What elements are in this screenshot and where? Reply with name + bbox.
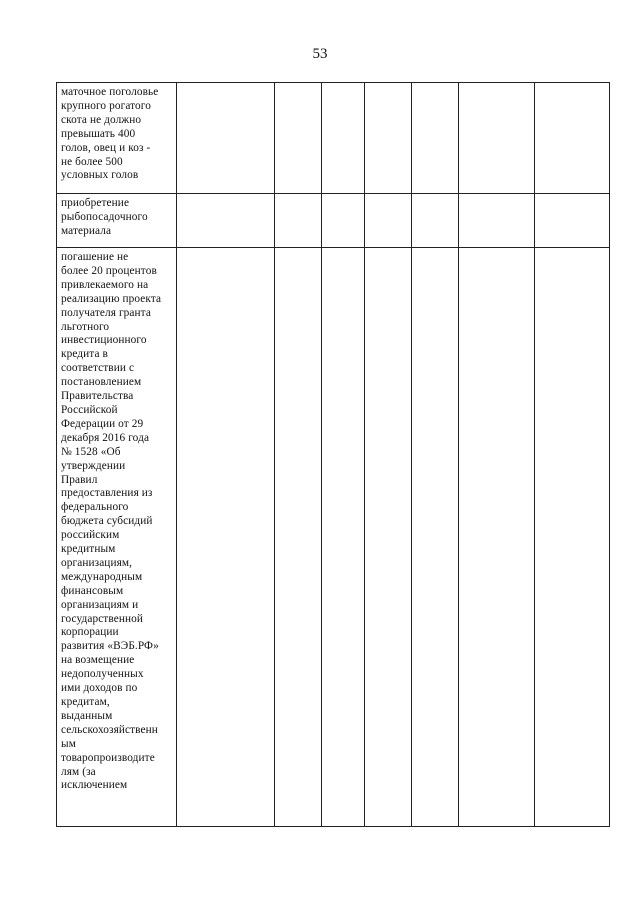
page-number: 53	[312, 46, 328, 62]
table-cell	[459, 194, 535, 248]
row-description: приобретение рыбопосадочного материала	[61, 197, 148, 237]
table-cell	[177, 194, 275, 248]
table-row	[57, 248, 610, 827]
table-cell	[412, 83, 459, 194]
table-cell	[275, 83, 322, 194]
table-cell-description	[57, 83, 177, 194]
table-cell	[365, 248, 412, 827]
table-cell	[177, 83, 275, 194]
table-cell	[412, 248, 459, 827]
table-cell	[177, 248, 275, 827]
table-cell	[275, 248, 322, 827]
table-cell	[322, 194, 365, 248]
table-cell	[275, 194, 322, 248]
document-table	[56, 82, 610, 827]
table-cell	[459, 248, 535, 827]
table-cell	[365, 194, 412, 248]
row-description: маточное поголовье крупного рогатого скота не должно превышать 400 голов, овец и коз - не более 500 условных голов	[61, 86, 159, 182]
table-cell	[535, 83, 610, 194]
table-cell	[365, 83, 412, 194]
table-cell	[535, 248, 610, 827]
table-cell	[535, 194, 610, 248]
table-cell-description	[57, 248, 177, 827]
table-cell	[412, 194, 459, 248]
table-cell	[322, 248, 365, 827]
table-row	[57, 83, 610, 194]
table-row	[57, 194, 610, 248]
row-description: погашение не более 20 процентов привлекаемого на реализацию проекта получателя гранта льготного инвестиционного кредита в соответствии с постановлением Правительства Российской Федерации от 29 декабря 2016 года № 1528 «Об утверждении Правил предоставления из федерального бюджета субсидий российским кредитным организациям, международным финансовым организациям и государственной корпорации развития «ВЭБ.РФ» на возмещение недополученных ими доходов по кредитам, выданным сельскохозяйственн ым товаропроизводите лям (за исключением	[61, 251, 162, 792]
table-cell	[322, 83, 365, 194]
table-cell-description	[57, 194, 177, 248]
table-cell	[459, 83, 535, 194]
